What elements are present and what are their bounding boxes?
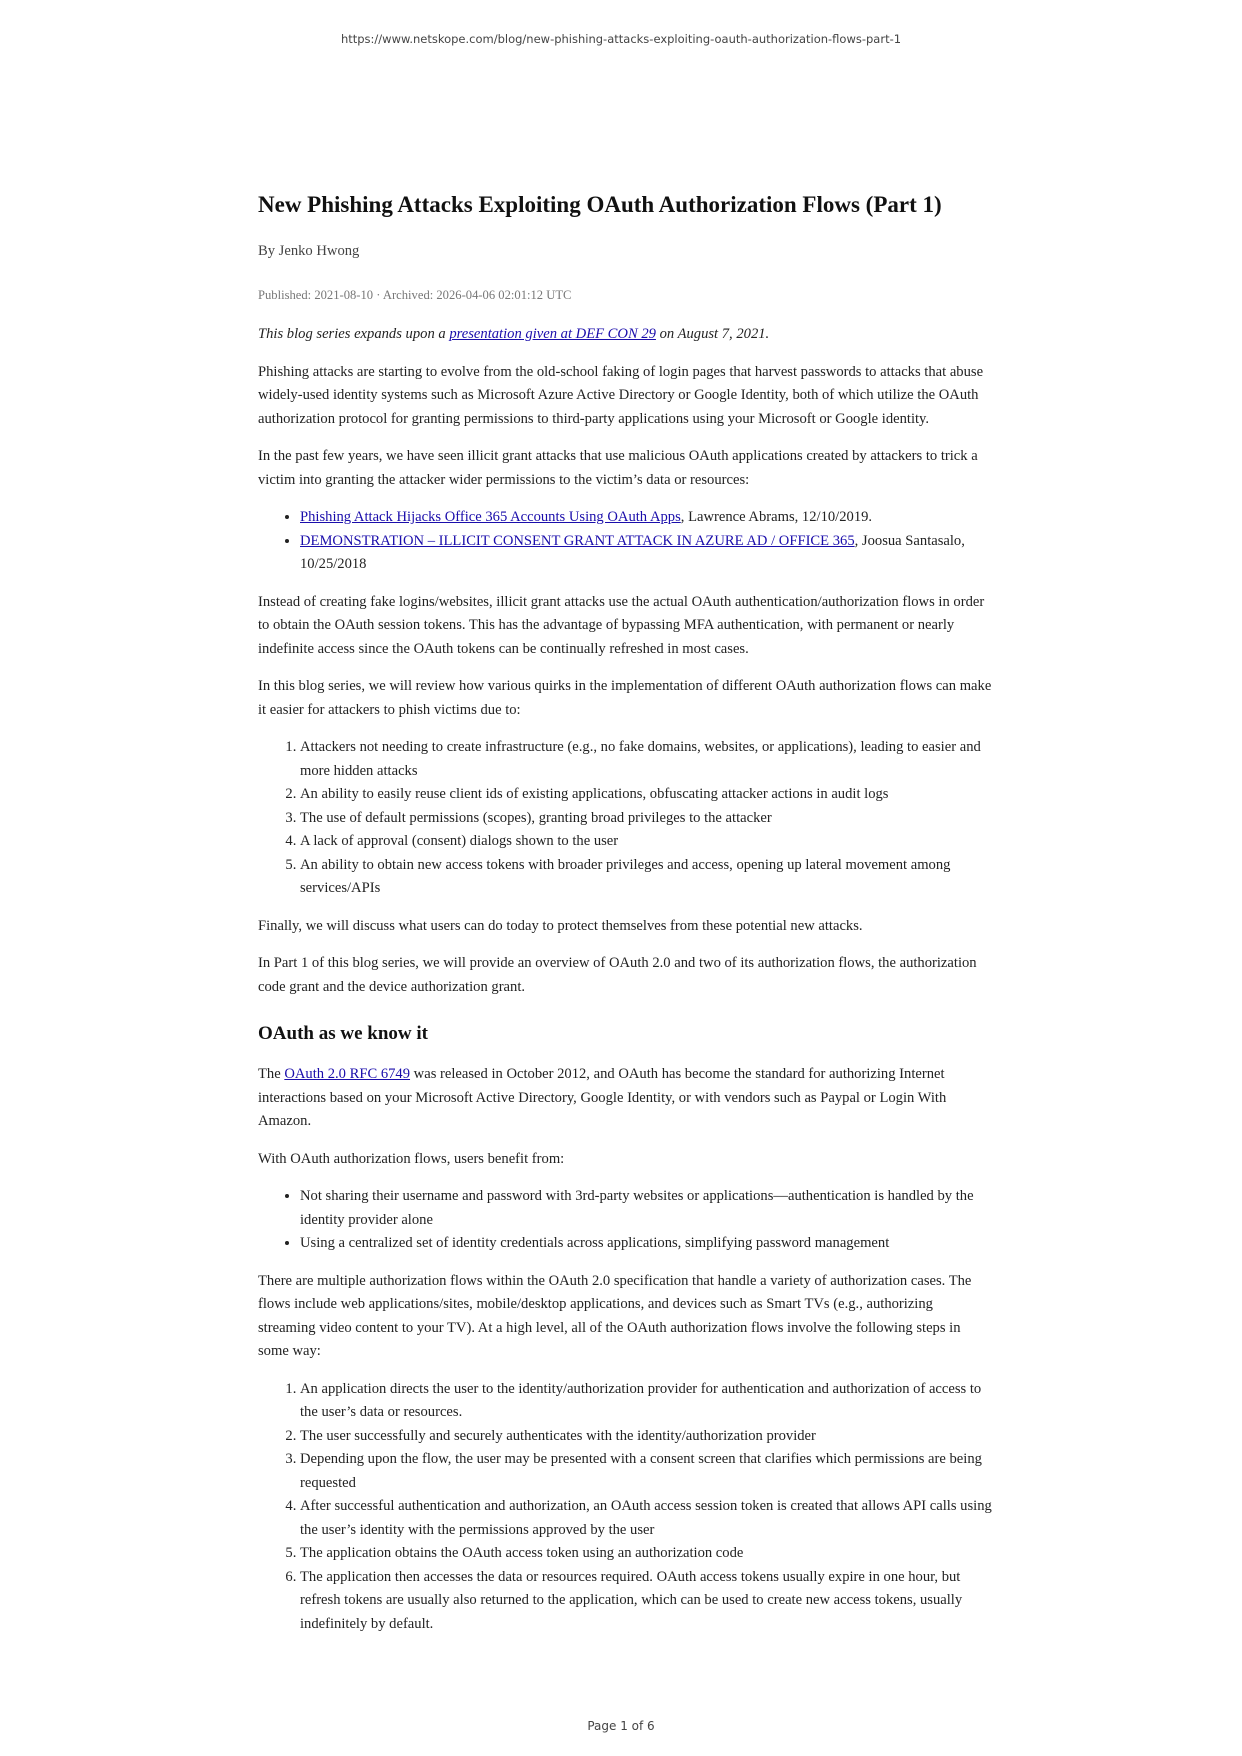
oauth-rfc-link[interactable]: OAuth 2.0 RFC 6749 bbox=[284, 1066, 411, 1082]
reference-link-2[interactable]: DEMONSTRATION – ILLICIT CONSENT GRANT ATTACK IN AZURE AD / OFFICE 365 bbox=[300, 532, 855, 549]
list-item: 1. Attackers not needing to create infrastructure (e.g., no fake domains, websites, or applications), leading to easier and more hidden attacks bbox=[300, 736, 992, 783]
quirks-list bbox=[258, 736, 992, 901]
reference-text-1: , Lawrence Abrams, 12/10/2019. bbox=[680, 509, 873, 525]
paragraph-9: There are multiple authorization flows within the OAuth 2.0 specification that handle a variety of authorization cases. The flows include web applications/sites, mobile/desktop applications, and devices such as Smart TVs (e.g., authorizing streaming video content to your TV). At a high level, all of the OAuth authorization flows involve the following steps in some way: bbox=[258, 1272, 972, 1359]
list-item: • Using a centralized set of identity credentials across applications, simplifying password management bbox=[300, 1232, 992, 1256]
list-item: 2. The user successfully and securely authenticates with the identity/authorization provider bbox=[300, 1425, 992, 1449]
publish-meta: Published: 2021-08-10 · Archived: 2026-04-06 02:01:12 UTC bbox=[258, 287, 572, 302]
section-heading: OAuth as we know it bbox=[258, 1023, 428, 1044]
p7-text-before: The bbox=[258, 1066, 285, 1082]
list-item: 1. An application directs the user to the identity/authorization provider for authentication and authorization of access to the user’s data or resources. bbox=[300, 1378, 992, 1425]
list-item: 4. After successful authentication and authorization, an OAuth access session token is created that allows API calls using the user’s identity with the permissions approved by the user bbox=[300, 1495, 992, 1542]
p7-text-after: was released in October 2012, and OAuth has become the standard for authorizing Internet interactions based on your Microsoft Active Directory, Google Identity, or with vendors such as Paypal or Login With Amazon. bbox=[258, 1066, 947, 1129]
page-url: https://www.netskope.com/blog/new-phishing-attacks-exploiting-oauth-authorization-flows-part-1 bbox=[340, 32, 902, 46]
steps-list bbox=[258, 1378, 992, 1637]
paragraph-5: Finally, we will discuss what users can do today to protect themselves from these potential new attacks. bbox=[258, 917, 863, 934]
list-item: 3. Depending upon the flow, the user may be presented with a consent screen that clarifies which permissions are being requested bbox=[300, 1448, 992, 1495]
paragraph-4: In this blog series, we will review how various quirks in the implementation of different OAuth authorization flows can make it easier for attackers to phish victims due to: bbox=[258, 678, 992, 718]
references-list bbox=[258, 506, 992, 577]
author-byline: By Jenko Hwong bbox=[258, 243, 360, 259]
paragraph-3: Instead of creating fake logins/websites, illicit grant attacks use the actual OAuth authentication/authorization flows in order to obtain the OAuth session tokens. This has the advantage of bypassing MFA authentication, with permanent or nearly indefinite access since the OAuth tokens can be continually refreshed in most cases. bbox=[258, 593, 985, 657]
benefits-list bbox=[258, 1185, 992, 1256]
paragraph-2: In the past few years, we have seen illicit grant attacks that use malicious OAuth applications created by attackers to trick a victim into granting the attacker wider permissions to the victim’s data or resources: bbox=[258, 448, 978, 488]
intro-text-after: on August 7, 2021. bbox=[655, 326, 770, 342]
paragraph-1: Phishing attacks are starting to evolve from the old-school faking of login pages that harvest passwords to attacks that abuse widely-used identity systems such as Microsoft Azure Active Directory or Google Identity, both of which utilize the OAuth authorization protocol for granting permissions to third-party applications using your Microsoft or Google identity. bbox=[258, 363, 984, 427]
page-number: Page 1 of 6 bbox=[587, 1719, 655, 1733]
reference-text-2: , Joosua Santasalo, 10/25/2018 bbox=[300, 532, 965, 572]
list-item: 6. The application then accesses the data or resources required. OAuth access tokens usually expire in one hour, but refresh tokens are usually also returned to the application, which can be used to create new access tokens, usually indefinitely by default. bbox=[300, 1566, 992, 1637]
intro-text-before: This blog series expands upon a bbox=[258, 326, 450, 342]
list-item bbox=[300, 506, 992, 530]
list-item: 2. An ability to easily reuse client ids of existing applications, obfuscating attacker actions in audit logs bbox=[300, 783, 992, 807]
page-title: New Phishing Attacks Exploiting OAuth Authorization Flows (Part 1) bbox=[258, 192, 942, 217]
list-item: 3. The use of default permissions (scopes), granting broad privileges to the attacker bbox=[300, 807, 992, 831]
list-item: 5. An ability to obtain new access tokens with broader privileges and access, opening up lateral movement among services/APIs bbox=[300, 854, 992, 901]
reference-link-1[interactable]: Phishing Attack Hijacks Office 365 Accounts Using OAuth Apps bbox=[300, 509, 681, 525]
list-item: 4. A lack of approval (consent) dialogs shown to the user bbox=[300, 830, 992, 854]
list-item: • Not sharing their username and password with 3rd-party websites or applications—authentication is handled by the identity provider alone bbox=[300, 1185, 992, 1232]
paragraph-6: In Part 1 of this blog series, we will provide an overview of OAuth 2.0 and two of its authorization flows, the authorization code grant and the device authorization grant. bbox=[258, 955, 977, 995]
defcon-presentation-link[interactable]: presentation given at DEF CON 29 bbox=[449, 326, 656, 342]
list-item bbox=[300, 530, 992, 577]
intro-paragraph bbox=[258, 323, 992, 347]
article bbox=[258, 190, 992, 1650]
paragraph-8: With OAuth authorization flows, users benefit from: bbox=[258, 1150, 565, 1167]
paragraph-7 bbox=[258, 1063, 992, 1134]
list-item: 5. The application obtains the OAuth access token using an authorization code bbox=[300, 1542, 992, 1566]
